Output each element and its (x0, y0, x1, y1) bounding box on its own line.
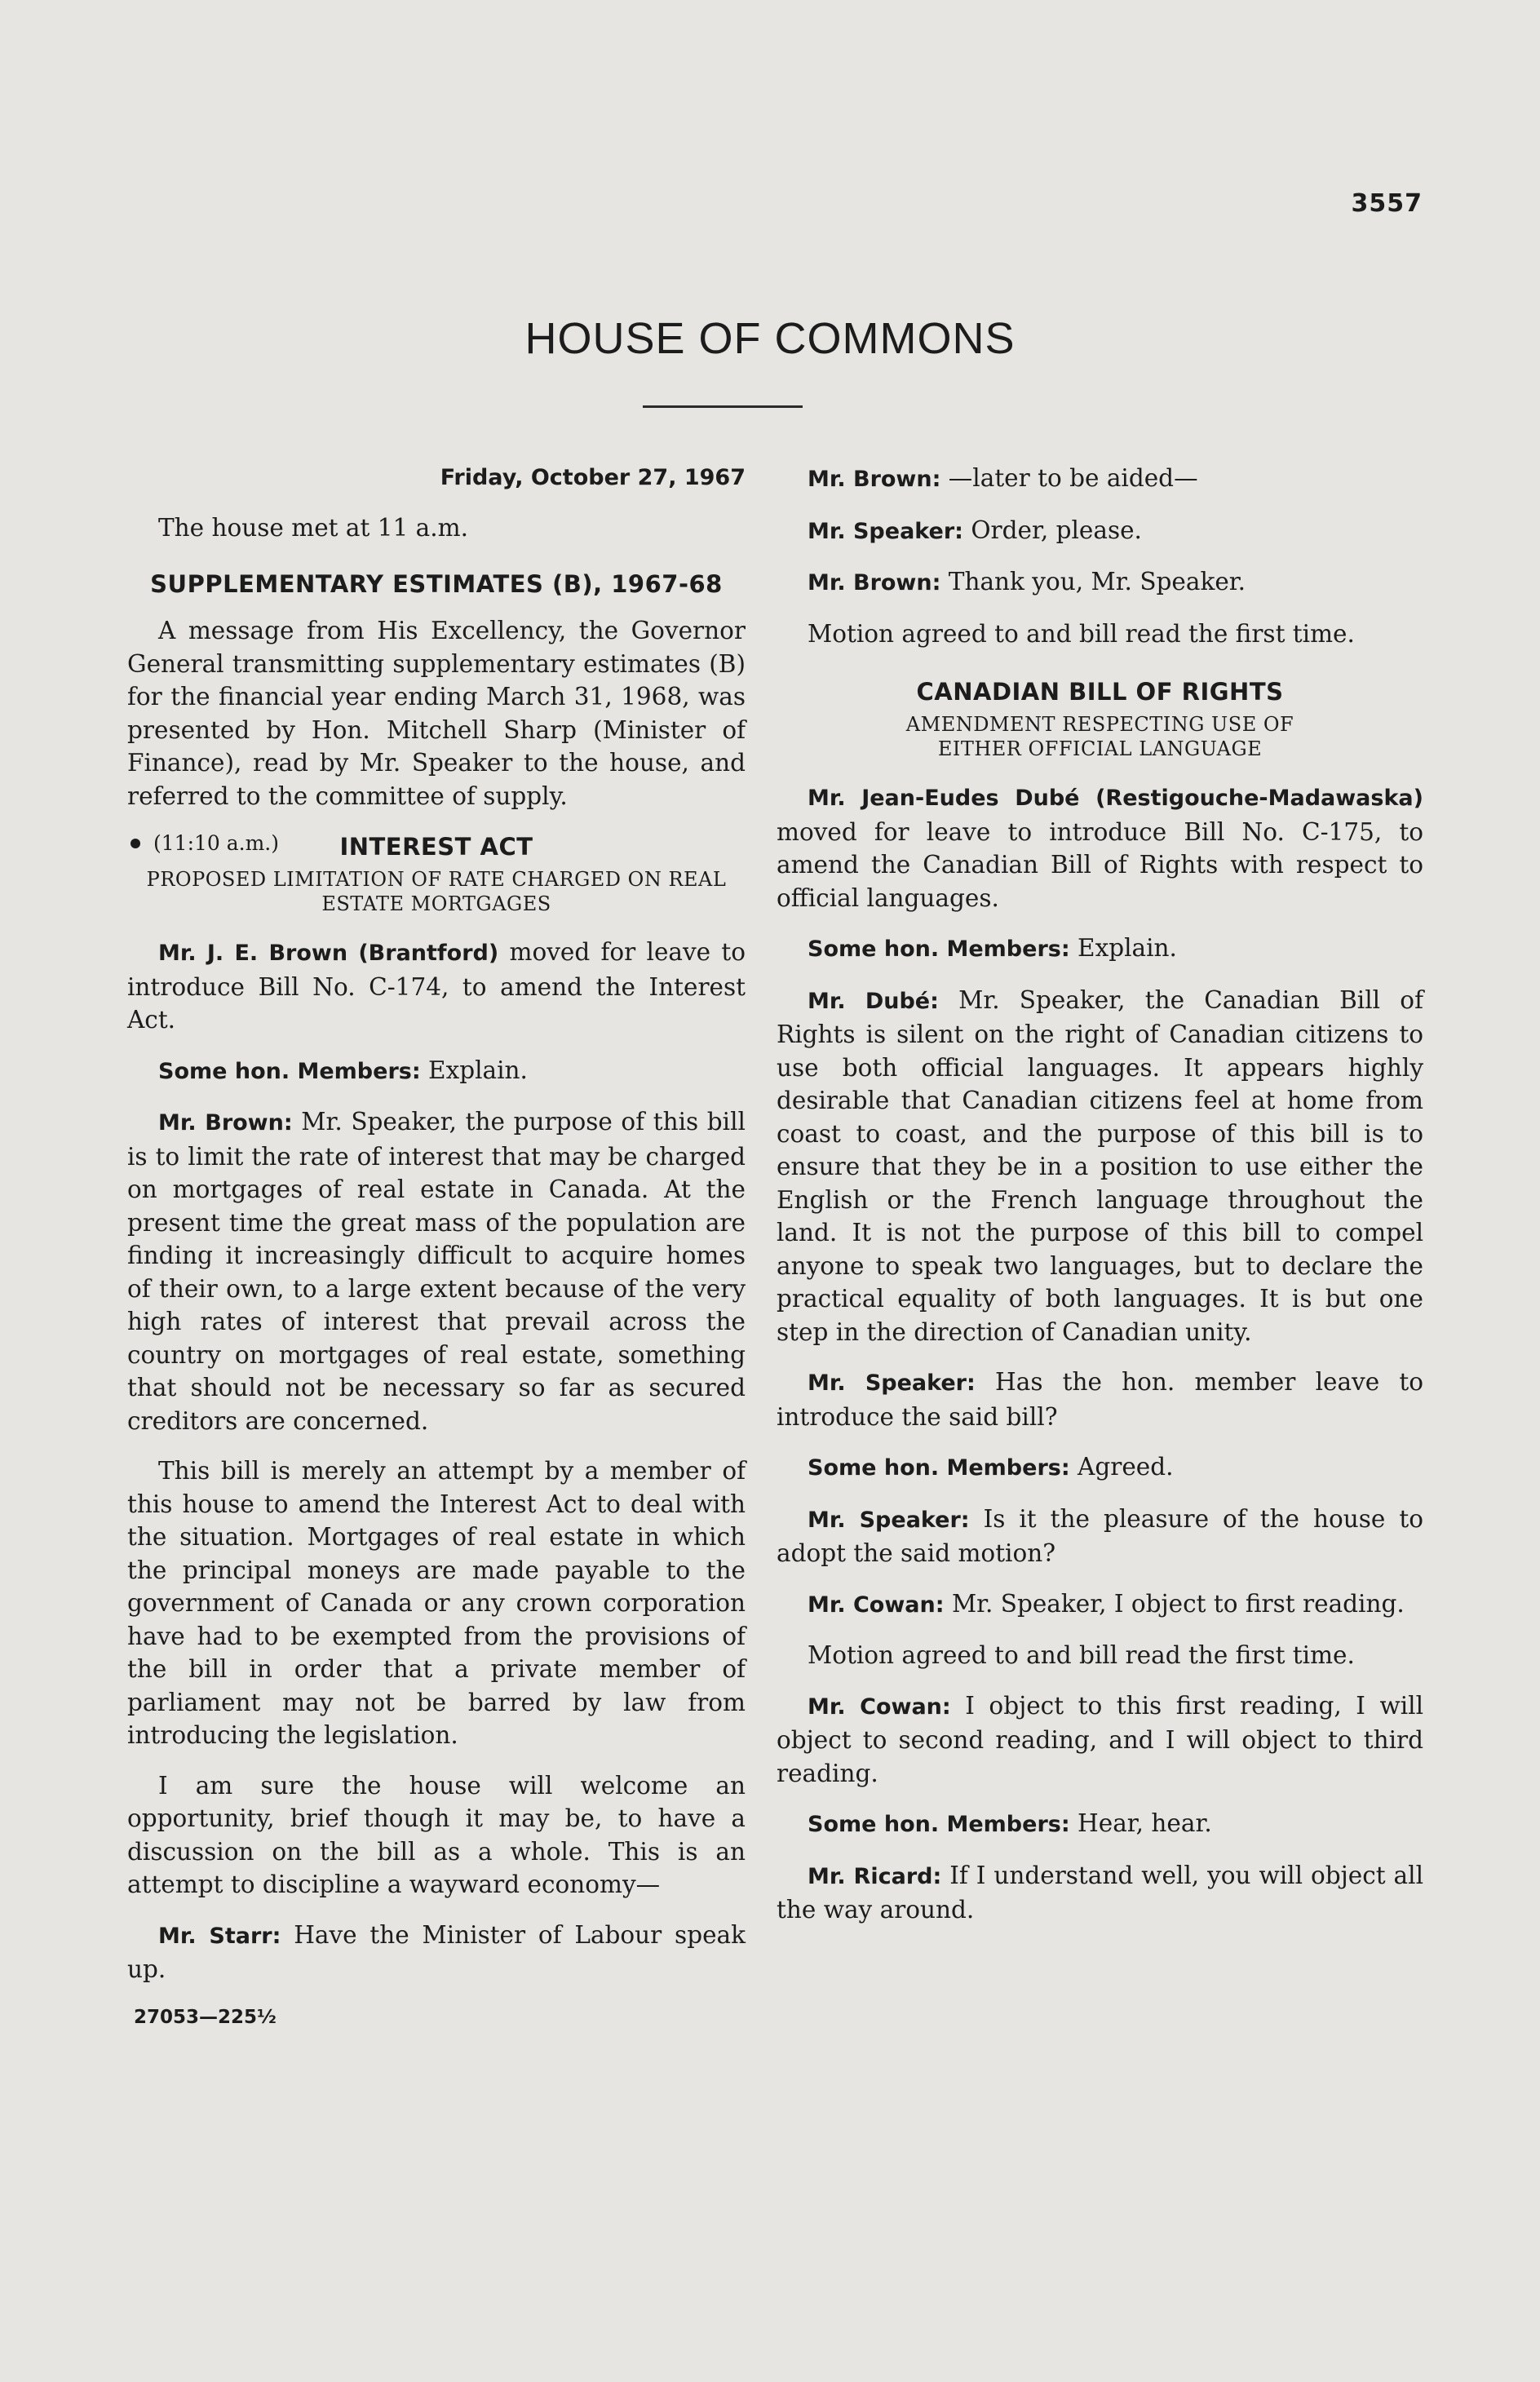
speech-paragraph (127, 1919, 746, 1986)
speaker-name: Mr. Brown: (808, 570, 941, 596)
speaker-name: Mr. Starr: (158, 1923, 281, 1949)
subheading-interest-act: PROPOSED LIMITATION OF RATE CHARGED ON REAL ESTATE MORTGAGES (146, 868, 727, 915)
speech-paragraph (777, 618, 1423, 651)
speech-text: moved for leave to introduce Bill No. C-175, to amend the Canadian Bill of Rights with respect to official languages. (777, 817, 1423, 912)
speaker-name: Mr. Dubé: (808, 988, 939, 1014)
speech-paragraph (777, 514, 1423, 549)
speech-paragraph (777, 1587, 1423, 1623)
bullet-icon (131, 839, 140, 848)
speaker-name: Some hon. Members: (808, 1455, 1070, 1481)
title-divider (643, 405, 803, 408)
left-paragraphs (127, 936, 746, 1986)
speech-paragraph (777, 1366, 1423, 1433)
speech-text: Thank you, Mr. Speaker. (948, 568, 1246, 596)
speech-paragraph (777, 1859, 1423, 1927)
speech-paragraph (127, 1454, 746, 1752)
right-paragraphs-top (777, 462, 1423, 650)
supplementary-estimates-text: A message from His Excellency, the Governor General transmitting supplementary estimates (B) for the financial year ending March 31, 1968, was presented by Hon. Mitchell Sharp (Minister of Finance), read by Mr. Speaker to the house, and referred to the committee of supply. (127, 617, 746, 810)
speaker-name: Mr. Speaker: (808, 1370, 976, 1396)
speaker-name: Mr. Brown: (158, 1110, 293, 1136)
speech-paragraph (777, 781, 1423, 914)
speech-text: Mr. Speaker, the Canadian Bill of Rights is silent on the right of Canadian citizens to use both official languages. It appears highly desirable that Canadian citizens feel at home from coast to coast, and the purpose of this bill is to ensure that they be in a position to use either the English or the French language throughout the land. It is not the purpose of this bill to compel anyone to speak two languages, but to declare the practical equality of both languages. It is but one step in the direction of Canadian unity. (777, 985, 1423, 1346)
speech-text: This bill is merely an attempt by a member of this house to amend the Interest Act to deal with the situation. Mortgages of real estate in which the principal moneys are made payable to the government of Canada or any crown corporation have had to be exempted from the provisions of the bill in order that a private member of parliament may not be barred by law from introducing the legislation. (127, 1457, 746, 1749)
speech-paragraph (127, 1054, 746, 1089)
speaker-name: Mr. Cowan: (808, 1592, 945, 1618)
heading-supplementary-estimates: SUPPLEMENTARY ESTIMATES (B), 1967-68 (150, 570, 723, 598)
speaker-name: Mr. Speaker: (808, 1507, 970, 1533)
speech-text: If I understand well, you will object all the way around. (777, 1861, 1423, 1924)
timestamp-text: (11:10 a.m.) (153, 831, 280, 855)
speaker-name: Some hon. Members: (808, 936, 1070, 962)
speech-paragraph (127, 936, 746, 1037)
speech-text: Hear, hear. (1078, 1809, 1212, 1837)
speech-text: Explain. (428, 1056, 528, 1084)
speech-text: Mr. Speaker, I object to first reading. (951, 1589, 1405, 1618)
speech-paragraph (777, 1450, 1423, 1485)
speech-text: Explain. (1078, 934, 1177, 962)
speech-paragraph (777, 932, 1423, 967)
speaker-name: Mr. Speaker: (808, 518, 963, 544)
speech-paragraph (777, 1807, 1423, 1842)
speech-paragraph (777, 1689, 1423, 1791)
speech-text: Motion agreed to and bill read the first time. (808, 619, 1355, 648)
left-column (127, 462, 746, 2034)
speech-text: moved for leave to introduce Bill No. C-174, to amend the Interest Act. (127, 938, 746, 1034)
page-title: HOUSE OF COMMONS (524, 314, 1016, 363)
speech-paragraph (777, 565, 1423, 600)
speech-text: Have the Minister of Labour speak up. (127, 1920, 746, 1983)
speaker-name: Mr. Cowan: (808, 1694, 951, 1720)
print-code: 27053—225½ (134, 2006, 277, 2028)
speaker-name: Mr. Jean-Eudes Dubé (Restigouche-Madawaska) (808, 786, 1423, 811)
speech-paragraph (127, 1105, 746, 1437)
speech-text: Is it the pleasure of the house to adopt the said motion? (777, 1504, 1423, 1567)
speech-paragraph (777, 984, 1423, 1349)
heading-interest-act: INTEREST ACT (339, 833, 533, 861)
heading-bill-of-rights: CANADIAN BILL OF RIGHTS (916, 678, 1284, 706)
speaker-name: Mr. Brown: (808, 467, 941, 492)
speech-text: Motion agreed to and bill read the first time. (808, 1641, 1355, 1669)
speech-text: Order, please. (971, 516, 1142, 544)
speech-paragraph (777, 1639, 1423, 1672)
page-number: 3557 (1351, 189, 1423, 218)
subheading-bill-of-rights: AMENDMENT RESPECTING USE OF EITHER OFFICIAL LANGUAGE (905, 713, 1294, 760)
speech-text: I object to this first reading, I will object to second reading, and I will object to third reading. (777, 1691, 1424, 1787)
speech-text: Mr. Speaker, the purpose of this bill is to limit the rate of interest that may be charged on mortgages of real estate in Canada. At the present time the great mass of the population are finding it increasingly difficult to acquire homes of their own, to a large extent because of the very high rates of interest that prevail across the country on mortgages of real estate, something that should not be necessary so far as secured creditors are concerned. (127, 1108, 746, 1435)
speech-text: Has the hon. member leave to introduce the said bill? (777, 1368, 1423, 1431)
right-column (777, 462, 1423, 1944)
speaker-name: Mr. J. E. Brown (Brantford) (158, 941, 499, 966)
sitting-date: Friday, October 27, 1967 (440, 465, 746, 490)
speech-text: Agreed. (1078, 1453, 1174, 1481)
speech-paragraph (777, 1503, 1423, 1570)
speaker-name: Mr. Ricard: (808, 1863, 942, 1889)
speech-text: I am sure the house will welcome an opportunity, brief though it may be, to have a discussion on the bill as a whole. This is an attempt to discipline a wayward economy— (127, 1771, 746, 1898)
speaker-name: Some hon. Members: (808, 1812, 1070, 1837)
speech-text: —later to be aided— (948, 464, 1198, 492)
speech-paragraph (127, 1769, 746, 1902)
speech-paragraph (777, 462, 1423, 497)
opening-line: The house met at 11 a.m. (158, 513, 468, 542)
right-paragraphs-bottom (777, 781, 1423, 1927)
speaker-name: Some hon. Members: (158, 1058, 421, 1084)
